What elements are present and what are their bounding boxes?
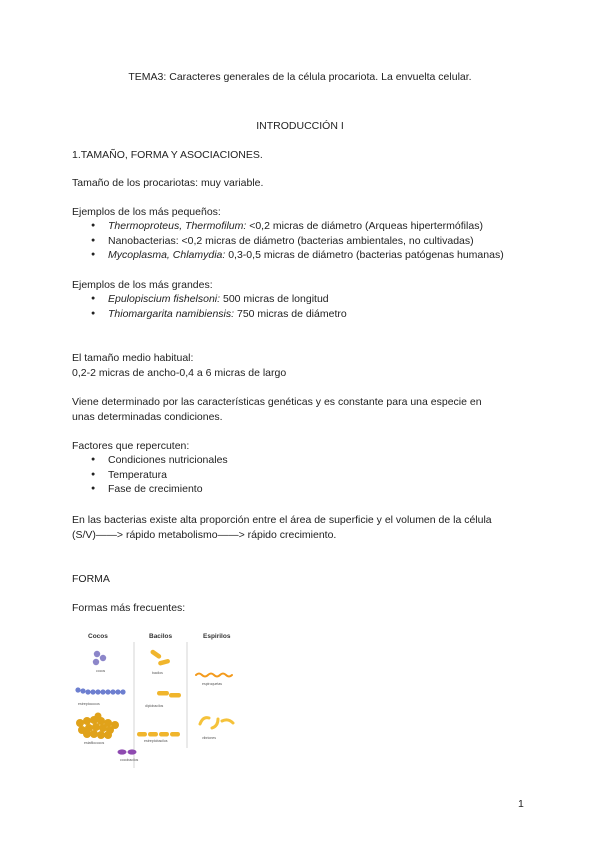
paragraph-line: En las bacterias existe alta proporción entre el área de superficie y el volumen de la célula — [72, 514, 492, 526]
subsection-heading: 1.TAMAÑO, FORMA Y ASOCIACIONES. — [72, 149, 263, 161]
list-item: ● Epulopiscium fishelsoni: 500 micras de longitud — [72, 292, 347, 307]
list-item: ● Fase de crecimiento — [72, 482, 228, 497]
paragraph-line: (S/V)——> rápido metabolismo——> rápido crecimiento. — [72, 529, 337, 541]
forms-intro: Formas más frecuentes: — [72, 602, 186, 614]
paragraph-line: unas determinadas condiciones. — [72, 411, 223, 423]
estreptobacilos-shape — [137, 732, 180, 737]
list-item: ● Thiomargarita namibiensis: 750 micras de diámetro — [72, 307, 347, 322]
document-title: TEMA3: Caracteres generales de la célula procariota. La envuelta celular. — [128, 71, 472, 83]
shape-label: cocobacilos — [120, 758, 139, 762]
average-size-label: El tamaño medio habitual: — [72, 352, 194, 364]
bacteria-shapes-figure — [72, 628, 248, 772]
vibriones-shape — [200, 718, 233, 728]
shape-label: espiroquetas — [202, 682, 223, 686]
list-item: ● Temperatura — [72, 468, 228, 483]
forma-heading: FORMA — [72, 573, 110, 585]
cocobacilos-shape — [118, 749, 137, 754]
cocos-shape — [93, 651, 106, 665]
estreptococos-shape — [75, 687, 125, 694]
espiroquetas-shape — [196, 674, 232, 677]
list-item: ● Condiciones nutricionales — [72, 453, 228, 468]
factors-heading: Factores que repercuten: — [72, 440, 190, 452]
small-examples-heading: Ejemplos de los más pequeños: — [72, 206, 221, 218]
size-intro: Tamaño de los procariotas: muy variable. — [72, 177, 264, 189]
shape-label: cocos — [96, 669, 106, 673]
shape-label: estreptobacilos — [144, 739, 168, 743]
factors-list — [72, 453, 228, 497]
list-item: ● Mycoplasma, Chlamydia: 0,3-0,5 micras de diámetro (bacterias patógenas humanas) — [72, 248, 504, 263]
estafilococos-shape — [76, 713, 119, 740]
list-item: ● Nanobacterias: <0,2 micras de diámetro (bacterias ambientales, no cultivadas) — [72, 234, 504, 249]
paragraph-line: Viene determinado por las características genéticas y es constante para una especie en — [72, 396, 482, 408]
average-size-value: 0,2-2 micras de ancho-0,4 a 6 micras de largo — [72, 367, 287, 379]
figure-column-header: Espirilos — [203, 633, 231, 640]
small-examples-list — [72, 219, 504, 263]
page-number: 1 — [518, 798, 524, 810]
figure-column-header: Cocos — [88, 633, 108, 640]
shape-label: estreptococos — [78, 702, 100, 706]
large-examples-list — [72, 292, 347, 321]
section-heading: INTRODUCCIÓN I — [256, 120, 344, 132]
bacilos-shape — [150, 649, 171, 666]
shape-label: diplobacilos — [145, 704, 164, 708]
shape-label: estafilococos — [84, 741, 105, 745]
shape-label: bacilos — [152, 671, 163, 675]
shape-label: vibriones — [202, 736, 217, 740]
diplobacilos-shape — [157, 691, 181, 698]
list-item: ● Thermoproteus, Thermofilum: <0,2 micras de diámetro (Arqueas hipertermófilas) — [72, 219, 504, 234]
figure-column-header: Bacilos — [149, 633, 173, 640]
large-examples-heading: Ejemplos de los más grandes: — [72, 279, 213, 291]
